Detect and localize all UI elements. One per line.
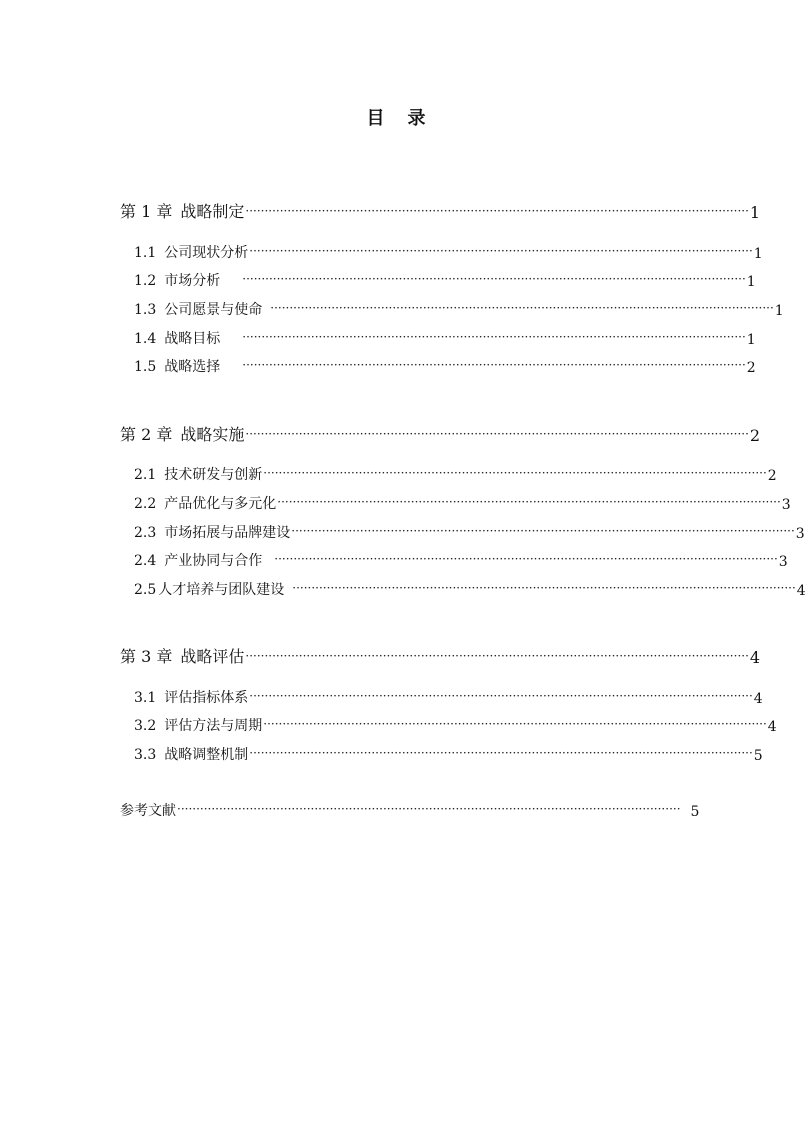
leader-dots: ···································································································································· <box>263 466 767 480</box>
toc-entry-chapter-1[interactable] <box>120 200 761 222</box>
entry-number: 2.5 <box>134 582 157 598</box>
entry-page: 3 <box>781 497 791 513</box>
leader-dots: ···································································································································· <box>270 301 774 315</box>
toc-entry-2-3[interactable] <box>134 520 805 542</box>
entry-page: 5 <box>753 748 763 764</box>
toc-entry-2-4[interactable] <box>134 548 788 570</box>
leader-dots: ···································································································································· <box>277 495 781 509</box>
entry-page: 4 <box>796 583 806 599</box>
toc-entry-2-5[interactable] <box>134 577 806 599</box>
leader-dots: ···································································································································· <box>249 689 753 703</box>
entry-title: 战略制定 <box>180 202 245 221</box>
entry-title: 产业协同与合作 <box>164 553 263 569</box>
entry-page: 4 <box>767 719 777 735</box>
toc-entry-3-2[interactable] <box>134 713 777 735</box>
leader-dots: ···································································································································· <box>249 746 753 760</box>
toc-entry-3-1[interactable] <box>134 685 763 707</box>
leader-dots: ···································································································································· <box>245 649 749 663</box>
entry-number: 第 2 章 <box>120 425 173 444</box>
toc-entry-1-3[interactable] <box>134 297 784 319</box>
leader-dots: ···································································································································· <box>292 581 796 595</box>
toc-entry-1-1[interactable] <box>134 240 763 262</box>
toc-entry-2-2[interactable] <box>134 491 791 513</box>
leader-dots: ···································································································································· <box>242 330 746 344</box>
entry-title: 战略评估 <box>180 647 245 666</box>
entry-page: 2 <box>749 426 761 445</box>
entry-title: 公司现状分析 <box>164 245 249 261</box>
entry-number: 1.1 <box>134 245 157 261</box>
entry-page: 4 <box>749 648 761 667</box>
entry-number: 3.1 <box>134 690 157 706</box>
entry-page: 1 <box>774 303 784 319</box>
entry-title: 战略选择 <box>164 359 221 375</box>
leader-dots: ···································································································································· <box>291 524 795 538</box>
toc-entry-2-1[interactable] <box>134 462 777 484</box>
entry-number: 2.2 <box>134 496 157 512</box>
toc-title-char-2: 录 <box>407 108 427 129</box>
entry-number: 1.2 <box>134 273 157 289</box>
entry-title: 产品优化与多元化 <box>164 496 277 512</box>
entry-page: 2 <box>746 360 756 376</box>
toc-entry-chapter-2[interactable] <box>120 423 761 445</box>
entry-title: 市场拓展与品牌建设 <box>164 525 291 541</box>
entry-title: 评估指标体系 <box>164 690 249 706</box>
leader-dots: ···································································································································· <box>263 717 767 731</box>
entry-number: 第 1 章 <box>120 202 173 221</box>
entry-number: 2.1 <box>134 467 157 483</box>
entry-page: 4 <box>753 691 763 707</box>
entry-number: 3.3 <box>134 747 157 763</box>
entry-title: 参考文献 <box>120 803 176 819</box>
leader-dots: ···································································································································· <box>242 272 746 286</box>
entry-number: 1.3 <box>134 302 157 318</box>
leader-dots: ···································································································································· <box>249 244 753 258</box>
leader-dots: ···································································································································· <box>245 204 749 218</box>
toc-entry-chapter-3[interactable] <box>120 645 761 667</box>
entry-page: 1 <box>749 203 761 222</box>
toc-entry-3-3[interactable] <box>134 742 763 764</box>
toc-entry-1-2[interactable] <box>134 268 756 290</box>
leader-dots: ···································································································································· <box>274 552 778 566</box>
entry-title: 评估方法与周期 <box>164 718 263 734</box>
entry-page: 1 <box>746 274 756 290</box>
entry-page: 1 <box>753 246 763 262</box>
entry-number: 第 3 章 <box>120 647 173 666</box>
toc-title-char-1: 目 <box>366 108 386 129</box>
entry-title: 公司愿景与使命 <box>164 302 263 318</box>
leader-dots: ···································································································································· <box>245 427 749 441</box>
entry-number: 1.4 <box>134 331 157 347</box>
entry-page: 3 <box>778 554 788 570</box>
toc-entry-1-4[interactable] <box>134 326 756 348</box>
entry-page: 3 <box>795 526 805 542</box>
entry-number: 2.4 <box>134 553 157 569</box>
toc-entry-1-5[interactable] <box>134 354 756 376</box>
entry-title: 市场分析 <box>164 273 221 289</box>
entry-page: 1 <box>746 332 756 348</box>
entry-title: 战略调整机制 <box>164 747 249 763</box>
entry-page: 5 <box>690 804 700 820</box>
entry-number: 3.2 <box>134 718 157 734</box>
entry-title: 人才培养与团队建设 <box>158 582 285 598</box>
entry-number: 2.3 <box>134 525 157 541</box>
leader-dots: ···································································································································· <box>242 358 746 372</box>
entry-number: 1.5 <box>134 359 157 375</box>
leader-dots: ···································································································································· <box>177 802 681 816</box>
toc-entry-references[interactable] <box>120 798 700 820</box>
entry-title: 战略实施 <box>180 425 245 444</box>
toc-title <box>0 104 793 130</box>
entry-title: 技术研发与创新 <box>164 467 263 483</box>
entry-title: 战略目标 <box>164 331 221 347</box>
entry-page: 2 <box>767 468 777 484</box>
